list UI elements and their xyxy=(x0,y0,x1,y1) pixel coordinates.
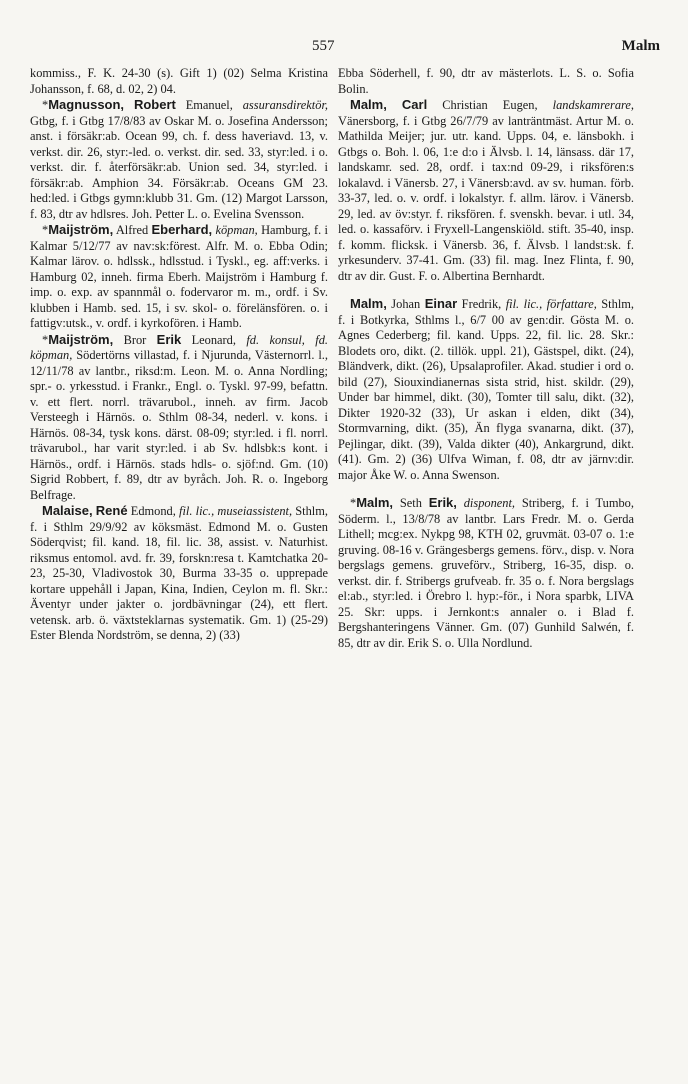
entry-first-name: René xyxy=(95,503,128,518)
biography-entry xyxy=(30,97,328,222)
entry-body: Sthlm, f. i Sthlm 29/9/92 av köksmäst. Edmond M. o. Gusten Söderqvist; fil. kand. 18, fil. lic. 38, assist. v. Naturhist. riksmus entomol. avd. fr. 39, forskn:resa t. Kamtchatka 20-23, 25-30, Vladivostok 30, Burma 33-35 o. upprepade kortare uppehåll i Japan, Kina, Indien, Ceylon m. fl. Skr.: Äventyr under jakter o. jordbävningar (24), ett flert. vetensk. arb. ö. växtsteklarnas systematik. Gm. 1) (25-29) Ester Blenda Nordström, se denna, 2) (33) xyxy=(30,504,328,642)
entry-occupation: assuransdirektör, xyxy=(242,98,328,112)
entry-given-names xyxy=(457,496,464,510)
entry-surname: Malm, xyxy=(350,97,387,112)
entry-first-name: Carl xyxy=(401,97,428,112)
page-header xyxy=(0,38,688,62)
entry-given-names: Leonard, xyxy=(181,332,247,347)
entry-marker: * xyxy=(42,332,49,347)
entry-given-names: Christian Eugen, xyxy=(427,98,553,112)
entry-given-names: Johan xyxy=(386,297,425,311)
entry-first-name: Eberhard, xyxy=(151,222,213,237)
entry-body: Sthlm, f. i Botkyrka, Sthlms l., 6/7 00 av gen:dir. Gösta M. o. Agnes Cederberg; fil. kand. Upps. 22, fil. lic. 28. Skr.: Blodets oro, dikt. (2. tillök. uppl. 21), Gästspel, dikt. (24), Bländverk, dikt. (26), Upsalaprofiler. Akad. studier i ord o. bild (27), Siouxindianernas sista strid, hist. skildr. (29), Under bar himmel, dikt. (30), Tomter till salu, dikt. (32), Dikter 1920-32 (33), Ur askan i elden, dikt (34), Stormvarning, dikt. (35), Än flyga svanarna, dikt. (37), Pejlingar, dikt. (39), Valda dikter (40), Ankargrund, dikt. (41). Gm. 2) (36) Ulfva Wiman, f. 08, dtr av järnv:dir. major Åke W. o. Anna Swenson. xyxy=(338,297,635,482)
entry-body: Gtbg, f. i Gtbg 17/8/83 av Oskar M. o. Josefina Andersson; anst. i försäkr:ab. Ocean 99, ch. f. dess haveriavd. 13, v. verkst. dir. 26, styr:-led. o. verkst. dir. sed. 33, styr:led. i o. verkst. dir. f. återförsäkr:ab. Union sed. 34, styr:led. i försäkr:ab. Amphion 34. Försäkr:ab. Oceans GM 23. hed:led. i Gtbgs gymn:klubb 31. Gm. (12) Margot Larsson, f. 83, dtr av hdlsres. Joh. Petter L. o. Evelina Svensson. xyxy=(30,113,328,221)
entry-surname: Malm, xyxy=(350,296,387,311)
entry-occupation: landskamrerare, xyxy=(552,98,634,112)
entry-body: Vänersborg, f. i Gtbg 26/7/79 av lanträntmäst. Artur M. o. Mathilda Meijer; jur. utr. kand. Upps. 04, e. länsbokh. i Gtbgs o. Boh. l. 06, 1:e d:o i Älvsb. l. 14, länsass. där 17, landskamr. sed. 28, ordf. i tax:nd 09-29, i riksfören:s lokalavd. i Vänersb. 27, i Vänersb:avd. av sv. human. förb. 33-37, led. o. v. ordf. i lokalstyr. f. allm. lärov. i Vänersb. 29, led. av öv:styr. f. riksfören. f. svenskh. bevar. i utl. 34, led. o. kassaförv. i Fryxell-Langenskiöld. stift. 35-40, insp. f. komm. flicksk. i Vänersb. 36, f. Älvsb. l landst:sk. f. yrkesunderv. 37-41. Gm. (33) fil. mag. Inez Flinta, f. 90, dtr av dir. Gust. F. o. Albertina Bernhardt. xyxy=(338,113,634,283)
biography-entry xyxy=(30,332,328,504)
entry-marker: * xyxy=(42,223,49,237)
entry-given-names: Bror xyxy=(113,332,157,347)
right-column xyxy=(338,66,634,651)
continuation-text: Ebba Söderhell, f. 90, dtr av mästerlots. L. S. o. Sofia Bolin. xyxy=(338,66,634,96)
continuation-text: kommiss., F. K. 24-30 (s). Gift 1) (02) Selma Kristina Johansson, f. 68, d. 02, 2) 04. xyxy=(30,66,328,96)
entry-given-names xyxy=(124,98,134,112)
page-number: 557 xyxy=(312,38,335,54)
entry-surname: Malm, xyxy=(356,495,394,510)
biography-entry xyxy=(338,296,634,483)
entry-surname: Magnusson, xyxy=(48,97,125,112)
entry-given-names: Alfred xyxy=(113,223,152,237)
entry-occupation: fil. lic., museiassistent, xyxy=(179,504,293,518)
entry-first-name: Erik xyxy=(156,331,182,347)
entry-body: Striberg, f. i Tumbo, Söderm. l., 13/8/78 av lantbr. Lars Fredr. M. o. Gerda Lithell; mcg:ex. Nykpg 98, KTH 02, gruvmät. 03-07 o. 1:e gruving. 08-16 v. Grängesbergs gemens. förv., disp. v. Nora bergslags gemens. gruveförv., Striberg, 16-35, disp. o. verkst. dir. f. Stribergs grufveab. fr. 35 o. f. Nora bergslags el:ab., styr:led. i Örebro l. hyp:-för., i Nora sparbk, LIVA 25. Skr: upps. i Jernkont:s annaler o. i Blad f. Bergshanteringens Vänner. Gm. (07) Gunhild Salwén, f. 85, dtr av dir. Erik S. o. Ulla Nordlund. xyxy=(338,496,634,650)
entry-body: Hamburg, f. i Kalmar 5/12/77 av nav:sk:förest. Alfr. M. o. Ebba Odin; Kalmar lärov. o. hdlssk., hdlsstud. i Tyskl., eg. aff:verks. i Hamburg 02, inneh. firma Eberh. Maijström i Hamburg f. imp. o. exp. av spannmål o. fodervaror m. m., ordf. i Sv. klubben i Hamb. sed. 15, i sv. skol- o. förelänsfören. o. i fattigv:utsk., v. ordf. i kyrkofören. i Hamb. xyxy=(30,223,328,330)
entry-body: Södertörns villastad, f. i Njurunda, Västernorrl. l., 12/11/78 av lantbr., riksd:m. Leon. M. o. Anna Nordling; spr.- o. yrkesstud. i Frankr., Engl. o. Tyskl. 97-99, befattn. v. ett flert. norrl. trävarubol., inneh. av firm. Jacob Versteegh i Härnös. o. Sthlm 08-34, nederl. v. kons. i Härnös. 08-34, tysk kons. därst. 08-09; styr:led. i fl. norrl. trävarubol., har varit styr:led. i ab Sv. hdlsbk:s kont. i Härnös., ordf. i Härnös. stads hdls- o. sjöf:nd. Gm. (10) Sigrid Robbert, f. 89, dtr av byråch. Joh. R. o. Ingeborg Belfrage. xyxy=(30,348,328,502)
entry-occupation: fil. lic., författare, xyxy=(505,297,597,311)
entry-occupation: disponent, xyxy=(463,496,516,510)
biography-entry xyxy=(30,503,328,644)
entry-first-name: Einar xyxy=(424,296,458,311)
biography-entry xyxy=(338,97,634,284)
running-head: Malm xyxy=(621,38,660,54)
entry-surname: Malaise, xyxy=(42,503,93,518)
entry-surname: Maijström, xyxy=(48,222,114,237)
entry-given-names xyxy=(387,98,402,112)
biography-entry xyxy=(338,495,634,651)
entry-first-name: Robert xyxy=(133,97,176,112)
entry-marker: * xyxy=(350,496,357,510)
entry-given-names: Seth xyxy=(393,496,429,510)
entry-given-names: Fredrik, xyxy=(457,297,506,311)
left-column xyxy=(30,66,328,644)
entry-given-names: Emanuel, xyxy=(175,98,243,112)
entry-given-names: Edmond, xyxy=(127,504,180,518)
entry-surname: Maijström, xyxy=(48,331,114,347)
entry-marker: * xyxy=(42,98,49,112)
entry-occupation: fd. konsul, fd. köpman, xyxy=(30,332,328,362)
entry-first-name: Erik, xyxy=(428,495,457,510)
biography-entry xyxy=(30,222,328,332)
entry-occupation: köpman, xyxy=(215,223,258,237)
